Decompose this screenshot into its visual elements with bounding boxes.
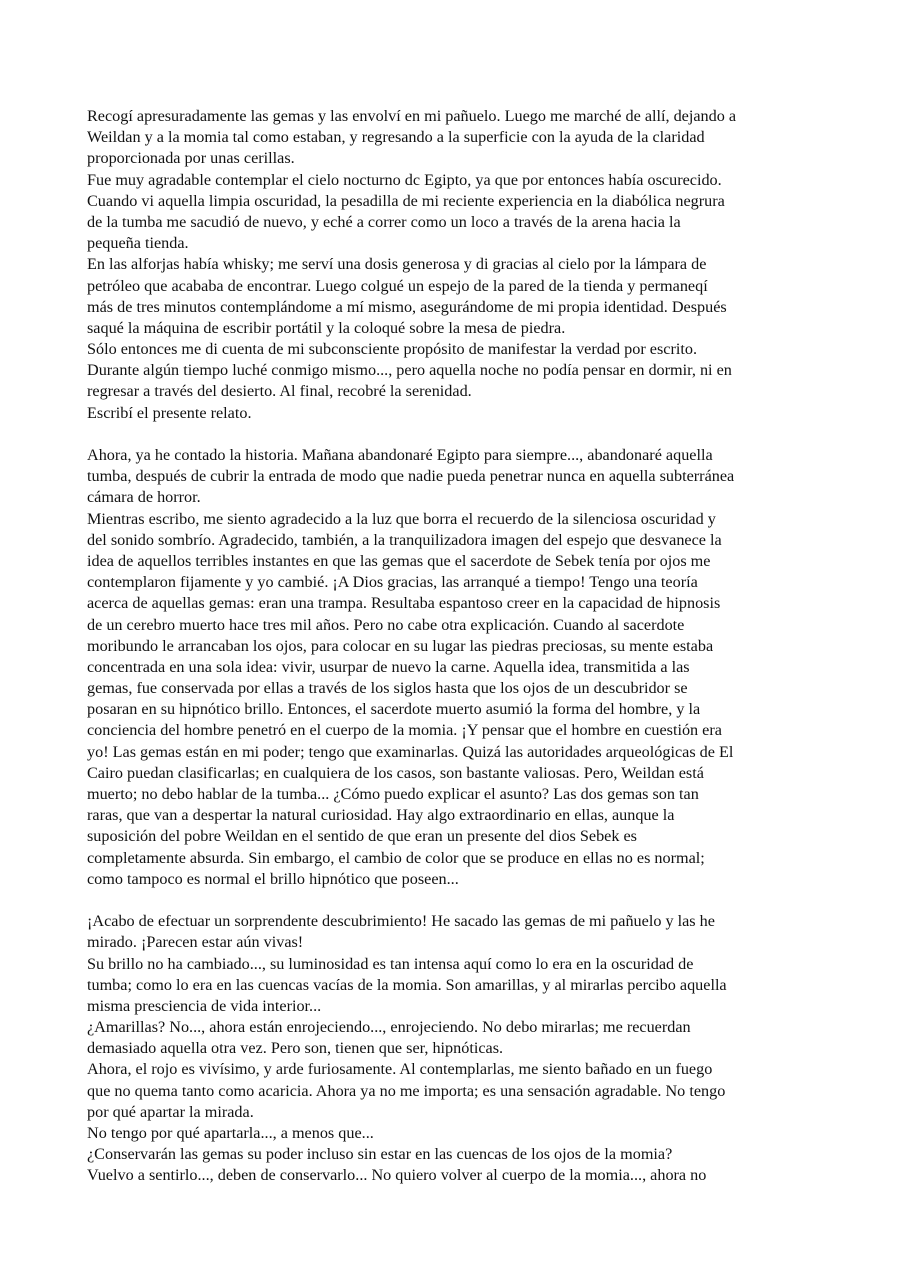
text-line: muerto; no debo hablar de la tumba... ¿Cómo puedo explicar el asunto? Las dos gemas son tan [87, 785, 699, 803]
text-line: ¿Conservarán las gemas su poder incluso sin estar en las cuencas de los ojos de la momia? [87, 1145, 673, 1164]
text-line: Escribí el presente relato. [87, 403, 252, 422]
text-line: posaran en su hipnótico brillo. Entonces, el sacerdote muerto asumió la forma del hombre, y la [87, 700, 701, 719]
text-line: Sólo entonces me di cuenta de mi subconsciente propósito de manifestar la verdad por escrito. [87, 340, 697, 359]
text-line: demasiado aquella otra vez. Pero son, tienen que ser, hipnóticas. [87, 1039, 504, 1058]
text-line: ¿Amarillas? No..., ahora están enrojeciendo..., enrojeciendo. No debo mirarlas; me recuerdan [87, 1018, 691, 1037]
text-line: Durante algún tiempo luché conmigo mismo..., pero aquella noche no podía pensar en dormir, ni en [87, 361, 732, 380]
text-line: No tengo por qué apartarla..., a menos que... [87, 1124, 374, 1142]
text-line: petróleo que acababa de encontrar. Luego colgué un espejo de la pared de la tienda y permaneqí [87, 276, 708, 295]
paragraph-gap [87, 890, 822, 911]
text-line: Mientras escribo, me siento agradecido a la luz que borra el recuerdo de la silenciosa oscuridad y [87, 509, 716, 528]
text-line: ¡Acabo de efectuar un sorprendente descubrimiento! He sacado las gemas de mi pañuelo y las he [87, 912, 715, 931]
text-line: misma presciencia de vida interior... [87, 996, 322, 1015]
text-line: cámara de horror. [87, 488, 201, 507]
text-line: completamente absurda. Sin embargo, el cambio de color que se produce en ellas no es normal; [87, 848, 705, 867]
text-line: que no quema tanto como acaricia. Ahora ya no me importa; es una sensación agradable. No tengo [87, 1081, 726, 1100]
text-line: mirado. ¡Parecen estar aún vivas! [87, 933, 304, 952]
paragraph-gap [87, 424, 822, 445]
text-line: Vuelvo a sentirlo..., deben de conservarlo... No quiero volver al cuerpo de la momia..., ahora no [87, 1166, 707, 1185]
text-line: raras, que van a despertar la natural curiosidad. Hay algo extraordinario en ellas, aunque la [87, 806, 675, 825]
text-line: como tampoco es normal el brillo hipnótico que poseen... [87, 869, 459, 888]
text-line: idea de aquellos terribles instantes en que las gemas que el sacerdote de Sebek tenía por ojos me [87, 551, 711, 570]
text-line: suposición del pobre Weildan en el sentido de que eran un presente del dios Sebek es [87, 827, 637, 846]
text-line: contemplaron fijamente y yo cambié. ¡A Dios gracias, las arranqué a tiempo! Tengo una teoría [87, 573, 698, 592]
text-line: del sonido sombrío. Agradecido, también, a la tranquilizadora imagen del espejo que desvanece la [87, 530, 722, 549]
text-line: Recogí apresuradamente las gemas y las envolví en mi pañuelo. Luego me marché de allí, dejando a [87, 107, 737, 125]
text-line: por qué apartar la mirada. [87, 1102, 254, 1121]
text-line: proporcionada por unas cerillas. [87, 149, 295, 168]
text-line: moribundo le arrancaban los ojos, para colocar en su lugar las piedras preciosas, su mente estaba [87, 636, 714, 655]
text-line: Cairo puedan clasificarlas; en cualquiera de los casos, son bastante valiosas. Pero, Weildan está [87, 763, 704, 782]
text-line: de la tumba me sacudió de nuevo, y eché a correr como un loco a través de la arena hacia la [87, 212, 681, 231]
text-line: tumba; como lo era en las cuencas vacías de la momia. Son amarillas, y al mirarlas percibo aquella [87, 975, 727, 994]
text-line: Fue muy agradable contemplar el cielo nocturno dc Egipto, ya que por entonces había oscurecido. [87, 170, 722, 189]
document-page [87, 106, 822, 1187]
text-line: Su brillo no ha cambiado..., su luminosidad es tan intensa aquí como lo era en la oscuridad de [87, 954, 694, 973]
text-line: pequeña tienda. [87, 234, 189, 253]
text-line: yo! Las gemas están en mi poder; tengo que examinarlas. Quizá las autoridades arqueológicas de El [87, 742, 734, 761]
text-line: gemas, fue conservada por ellas a través de los siglos hasta que los ojos de un descubridor se [87, 679, 688, 698]
text-line: Cuando vi aquella limpia oscuridad, la pesadilla de mi reciente experiencia en la diabólica negrura [87, 191, 725, 210]
text-line: Ahora, ya he contado la historia. Mañana abandonaré Egipto para siempre..., abandonaré aquella [87, 446, 713, 464]
text-line: de un cerebro muerto hace tres mil años. Pero no cabe otra explicación. Cuando al sacerdote [87, 615, 685, 634]
text-line: Ahora, el rojo es vivísimo, y arde furiosamente. Al contemplarlas, me siento bañado en un fuego [87, 1060, 713, 1079]
text-line: En las alforjas había whisky; me serví una dosis generosa y di gracias al cielo por la lámpara de [87, 255, 707, 274]
text-line: acerca de aquellas gemas: eran una trampa. Resultaba espantoso creer en la capacidad de hipnosis [87, 594, 721, 613]
text-line: más de tres minutos contemplándome a mí mismo, asegurándome de mi propia identidad. Después [87, 297, 727, 316]
text-line: regresar a través del desierto. Al final, recobré la serenidad. [87, 382, 472, 401]
text-line: concentrada en una sola idea: vivir, usurpar de nuevo la carne. Aquella idea, transmitida a las [87, 657, 690, 676]
text-line: tumba, después de cubrir la entrada de modo que nadie pueda penetrar nunca en aquella subterránea [87, 467, 735, 486]
text-line: conciencia del hombre penetró en el cuerpo de la momia. ¡Y pensar que el hombre en cuestión era [87, 721, 722, 740]
text-line: saqué la máquina de escribir portátil y la coloqué sobre la mesa de piedra. [87, 318, 566, 337]
text-line: Weildan y a la momia tal como estaban, y regresando a la superficie con la ayuda de la claridad [87, 128, 705, 147]
